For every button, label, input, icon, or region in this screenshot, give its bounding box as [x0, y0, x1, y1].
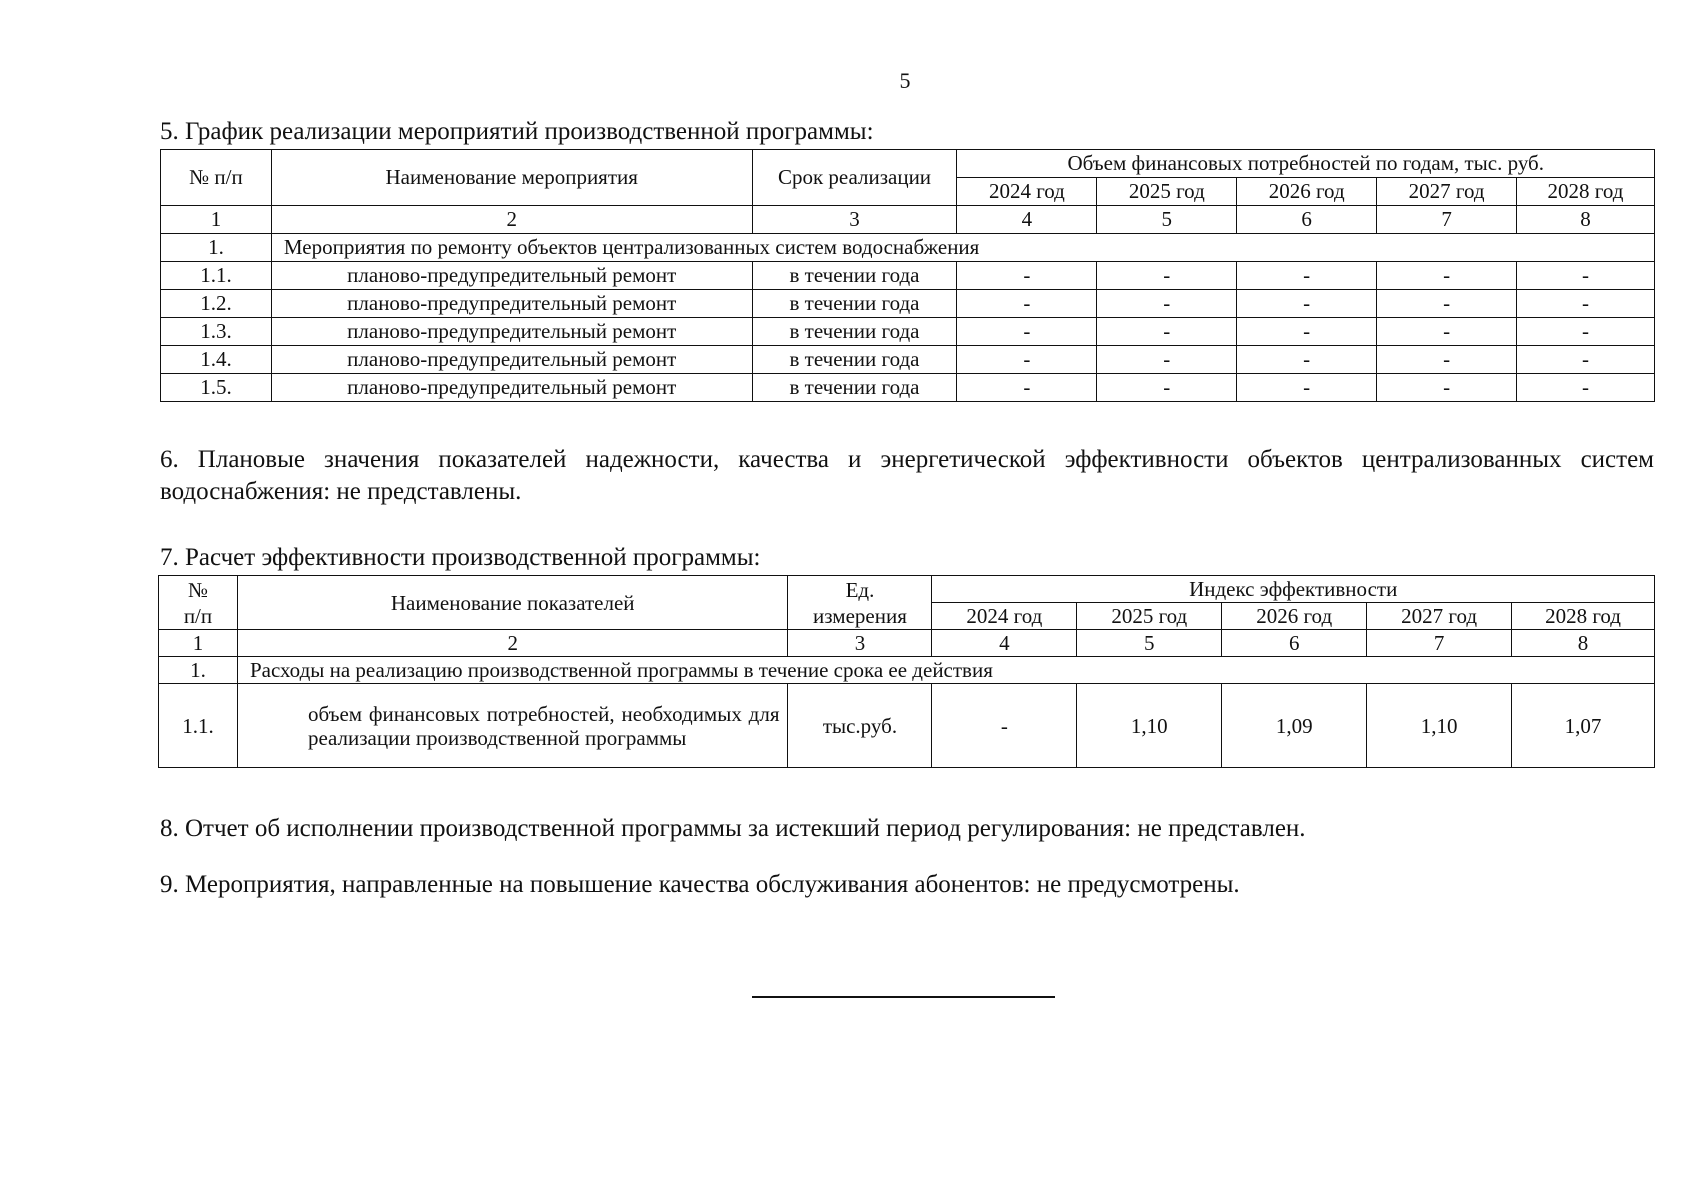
section8-text: 8. Отчет об исполнении производственной программы за истекший период регулирования: не представлен.: [160, 815, 1306, 842]
column-number: 6: [1237, 206, 1377, 234]
row-term: в течении года: [752, 290, 957, 318]
row-name: планово-предупредительный ремонт: [271, 262, 752, 290]
header-num: [159, 576, 238, 630]
column-number: 5: [1097, 206, 1237, 234]
row-value: -: [1237, 346, 1377, 374]
efficiency-table: [158, 575, 1655, 768]
header-name: Наименование показателей: [237, 576, 788, 630]
header-num: № п/п: [161, 150, 272, 206]
header-year: 2026 год: [1237, 178, 1377, 206]
column-number-row: [161, 206, 1655, 234]
row-name: планово-предупредительный ремонт: [271, 346, 752, 374]
row-value: -: [1377, 374, 1517, 402]
row-num: 1.1.: [161, 262, 272, 290]
row-value: -: [957, 374, 1097, 402]
row-value: -: [1517, 262, 1655, 290]
column-number: 8: [1512, 630, 1655, 657]
row-value: -: [957, 346, 1097, 374]
row-term: в течении года: [752, 346, 957, 374]
table-row: [161, 262, 1655, 290]
row-value: -: [1097, 346, 1237, 374]
header-year: 2028 год: [1512, 603, 1655, 630]
column-number: 2: [237, 630, 788, 657]
group-title: Мероприятия по ремонту объектов централизованных систем водоснабжения: [271, 234, 1654, 262]
row-value: -: [1517, 346, 1655, 374]
header-year: 2024 год: [957, 178, 1097, 206]
group-row: [161, 234, 1655, 262]
header-volume: Объем финансовых потребностей по годам, тыс. руб.: [957, 150, 1655, 178]
column-number: 5: [1077, 630, 1222, 657]
header-year: 2024 год: [932, 603, 1077, 630]
row-value: -: [1237, 262, 1377, 290]
column-number: 7: [1367, 630, 1512, 657]
row-value: -: [1097, 318, 1237, 346]
header-num-line1: №: [187, 577, 208, 602]
column-number: 4: [932, 630, 1077, 657]
row-num: 1.3.: [161, 318, 272, 346]
row-value: -: [1517, 374, 1655, 402]
column-number: 8: [1517, 206, 1655, 234]
column-number-row: [159, 630, 1655, 657]
header-index: Индекс эффективности: [932, 576, 1655, 603]
row-value: 1,10: [1077, 684, 1222, 768]
row-name: планово-предупредительный ремонт: [271, 318, 752, 346]
header-unit-line1: Ед.: [845, 577, 875, 602]
schedule-table: [160, 149, 1655, 402]
header-year: 2028 год: [1517, 178, 1655, 206]
header-term: Срок реализации: [752, 150, 957, 206]
row-num: 1.5.: [161, 374, 272, 402]
row-num: 1.1.: [159, 684, 238, 768]
table-row: [161, 290, 1655, 318]
column-number: 3: [788, 630, 932, 657]
row-value: -: [1377, 318, 1517, 346]
header-year: 2027 год: [1377, 178, 1517, 206]
row-value: -: [1377, 262, 1517, 290]
section5-heading: 5. График реализации мероприятий производственной программы:: [160, 118, 874, 145]
table-row: [161, 346, 1655, 374]
row-name: объем финансовых потребностей, необходимых для реализации производственной программы: [237, 684, 788, 768]
row-value: 1,10: [1367, 684, 1512, 768]
column-number: 6: [1222, 630, 1367, 657]
row-value: -: [1097, 262, 1237, 290]
end-rule: [752, 996, 1055, 998]
section6-text: 6. Плановые значения показателей надежности, качества и энергетической эффективности объектов централизованных систем водоснабжения: не представлены.: [160, 446, 1654, 505]
section9-text: 9. Мероприятия, направленные на повышение качества обслуживания абонентов: не предусмотрены.: [160, 871, 1240, 898]
row-term: в течении года: [752, 374, 957, 402]
column-number: 1: [159, 630, 238, 657]
row-name: планово-предупредительный ремонт: [271, 374, 752, 402]
group-title: Расходы на реализацию производственной программы в течение срока ее действия: [237, 657, 1654, 684]
row-value: -: [1237, 318, 1377, 346]
header-year: 2026 год: [1222, 603, 1367, 630]
row-num: 1.2.: [161, 290, 272, 318]
row-num: 1.4.: [161, 346, 272, 374]
row-value: -: [1377, 346, 1517, 374]
row-value: -: [957, 262, 1097, 290]
group-num: 1.: [159, 657, 238, 684]
column-number: 3: [752, 206, 957, 234]
header-unit: [788, 576, 932, 630]
row-value: -: [1237, 374, 1377, 402]
header-row: [161, 150, 1655, 178]
table-row: [159, 684, 1655, 768]
section7-heading: 7. Расчет эффективности производственной программы:: [160, 544, 761, 571]
row-value: 1,07: [1512, 684, 1655, 768]
table-row: [161, 374, 1655, 402]
row-value: -: [1237, 290, 1377, 318]
header-name: Наименование мероприятия: [271, 150, 752, 206]
header-year: 2025 год: [1077, 603, 1222, 630]
header-year: 2027 год: [1367, 603, 1512, 630]
column-number: 4: [957, 206, 1097, 234]
row-unit: тыс.руб.: [788, 684, 932, 768]
group-num: 1.: [161, 234, 272, 262]
header-unit-line2: измерения: [813, 603, 907, 628]
column-number: 7: [1377, 206, 1517, 234]
row-name: планово-предупредительный ремонт: [271, 290, 752, 318]
column-number: 1: [161, 206, 272, 234]
row-value: 1,09: [1222, 684, 1367, 768]
header-row: [159, 576, 1655, 603]
page-number: 5: [899, 68, 911, 93]
row-term: в течении года: [752, 262, 957, 290]
header-year: 2025 год: [1097, 178, 1237, 206]
row-value: -: [1097, 374, 1237, 402]
header-num-line2: п/п: [183, 603, 213, 628]
row-value: -: [1377, 290, 1517, 318]
column-number: 2: [271, 206, 752, 234]
group-row: [159, 657, 1655, 684]
row-term: в течении года: [752, 318, 957, 346]
row-value: -: [957, 318, 1097, 346]
row-value: -: [1517, 290, 1655, 318]
table-row: [161, 318, 1655, 346]
row-value: -: [932, 684, 1077, 768]
row-value: -: [957, 290, 1097, 318]
row-value: -: [1517, 318, 1655, 346]
row-value: -: [1097, 290, 1237, 318]
